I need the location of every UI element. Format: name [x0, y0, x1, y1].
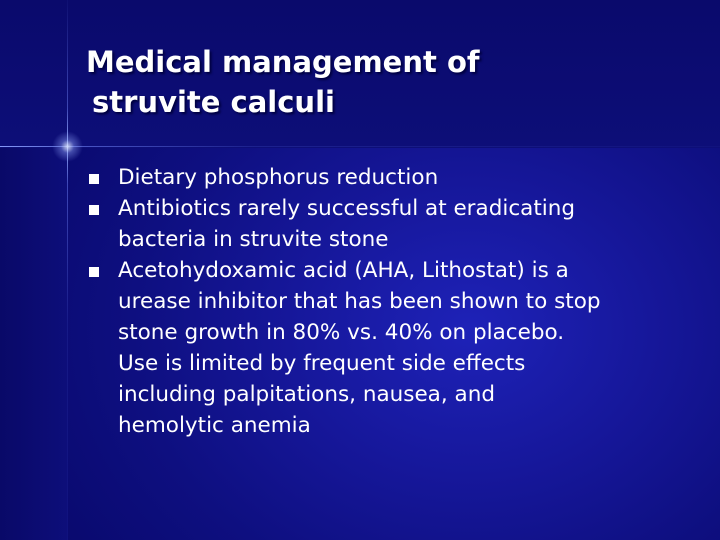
background-left-band	[0, 148, 68, 540]
bullet-line: bacteria in struvite stone	[118, 227, 389, 252]
bullet-line: urease inhibitor that has been shown to stop	[118, 289, 601, 314]
bullet-line: hemolytic anemia	[118, 413, 311, 438]
bullet-line: stone growth in 80% vs. 40% on placebo.	[118, 320, 565, 345]
decorative-glow	[52, 131, 83, 162]
title-line-2: struvite calculi	[92, 85, 335, 119]
bullet-item-3	[86, 255, 686, 441]
title-line-1: Medical management of	[86, 45, 480, 79]
bullet-line: Use is limited by frequent side effects	[118, 351, 526, 376]
square-bullet-icon	[89, 174, 99, 184]
bullet-line: Antibiotics rarely successful at eradicating	[118, 196, 575, 221]
bullet-item-1	[86, 162, 686, 193]
bullet-line: including palpitations, nausea, and	[118, 382, 495, 407]
bullet-line: Acetohydoxamic acid (AHA, Lithostat) is a	[118, 258, 569, 283]
square-bullet-icon	[89, 267, 99, 277]
decorative-horizontal-line	[0, 146, 720, 147]
bullet-line: Dietary phosphorus reduction	[118, 165, 439, 190]
square-bullet-icon	[89, 205, 99, 215]
bullet-item-2	[86, 193, 686, 255]
decorative-vertical-line	[67, 0, 68, 540]
slide-title	[86, 42, 686, 122]
bullet-list	[86, 162, 686, 441]
